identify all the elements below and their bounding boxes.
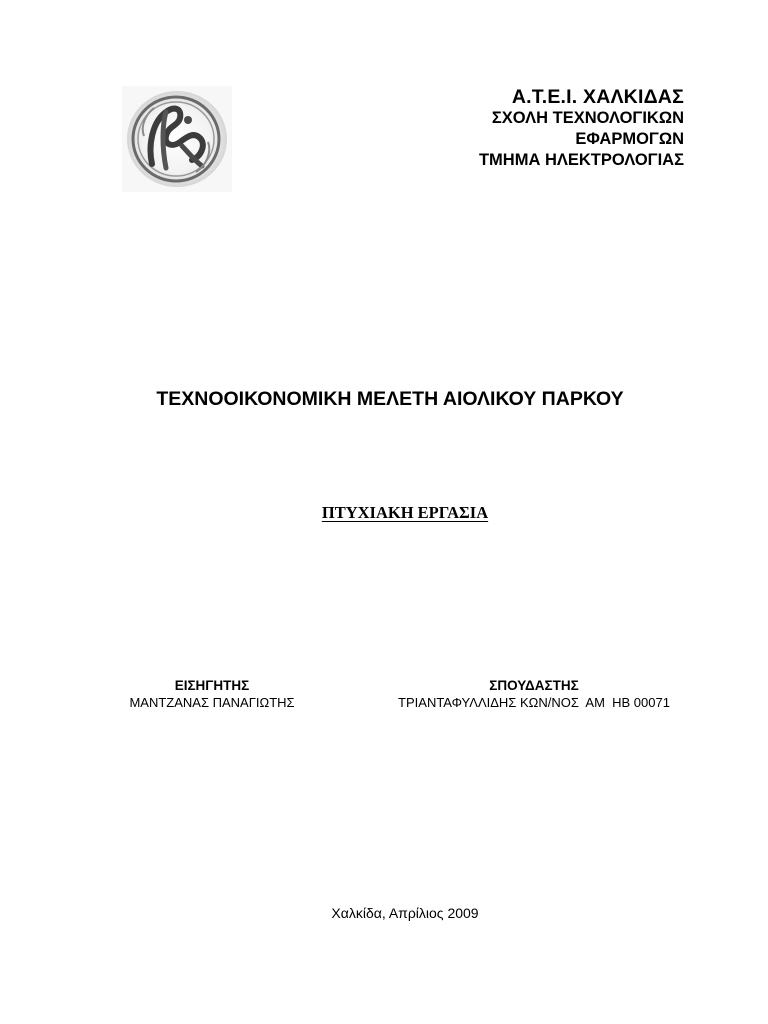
school-name-line1: ΣΧΟΛΗ ΤΕΧΝΟΛΟΓΙΚΩΝ bbox=[491, 109, 684, 127]
thesis-title: ΤΕΧΝΟΟΙΚΟΝΟΜΙΚΗ ΜΕΛΕΤΗ ΑΙΟΛΙΚΟΥ ΠΑΡΚΟΥ bbox=[156, 388, 624, 410]
place-and-date: Χαλκίδα, Απρίλιος 2009 bbox=[331, 905, 479, 921]
document-type bbox=[0, 502, 768, 524]
department-name: ΤΜΗΜΑ ΗΛΕΚΤΡΟΛΟΓΙΑΣ bbox=[478, 151, 684, 169]
student-role: ΣΠΟΥΔΑΣΤΗΣ bbox=[489, 678, 579, 693]
supervisor-role: ΕΙΣΗΓΗΤΗΣ bbox=[174, 678, 250, 693]
university-seal-icon bbox=[122, 86, 232, 192]
supervisor-block bbox=[112, 677, 312, 711]
institution-name: Α.Τ.Ε.Ι. ΧΑΛΚΙΔΑΣ bbox=[511, 86, 684, 108]
student-name: ΤΡΙΑΝΤΑΦΥΛΛΙΔΗΣ ΚΩΝ/ΝΟΣ ΑΜ ΗΒ 00071 bbox=[398, 695, 670, 710]
document-type-label: ΠΤΥΧΙΑΚΗ ΕΡΓΑΣΙΑ bbox=[321, 503, 489, 522]
supervisor-name: ΜΑΝΤΖΑΝΑΣ ΠΑΝΑΓΙΩΤΗΣ bbox=[129, 695, 295, 710]
school-name-line2: ΕΦΑΡΜΟΓΩΝ bbox=[575, 130, 684, 148]
student-block bbox=[380, 677, 688, 711]
institution-header bbox=[384, 86, 684, 171]
